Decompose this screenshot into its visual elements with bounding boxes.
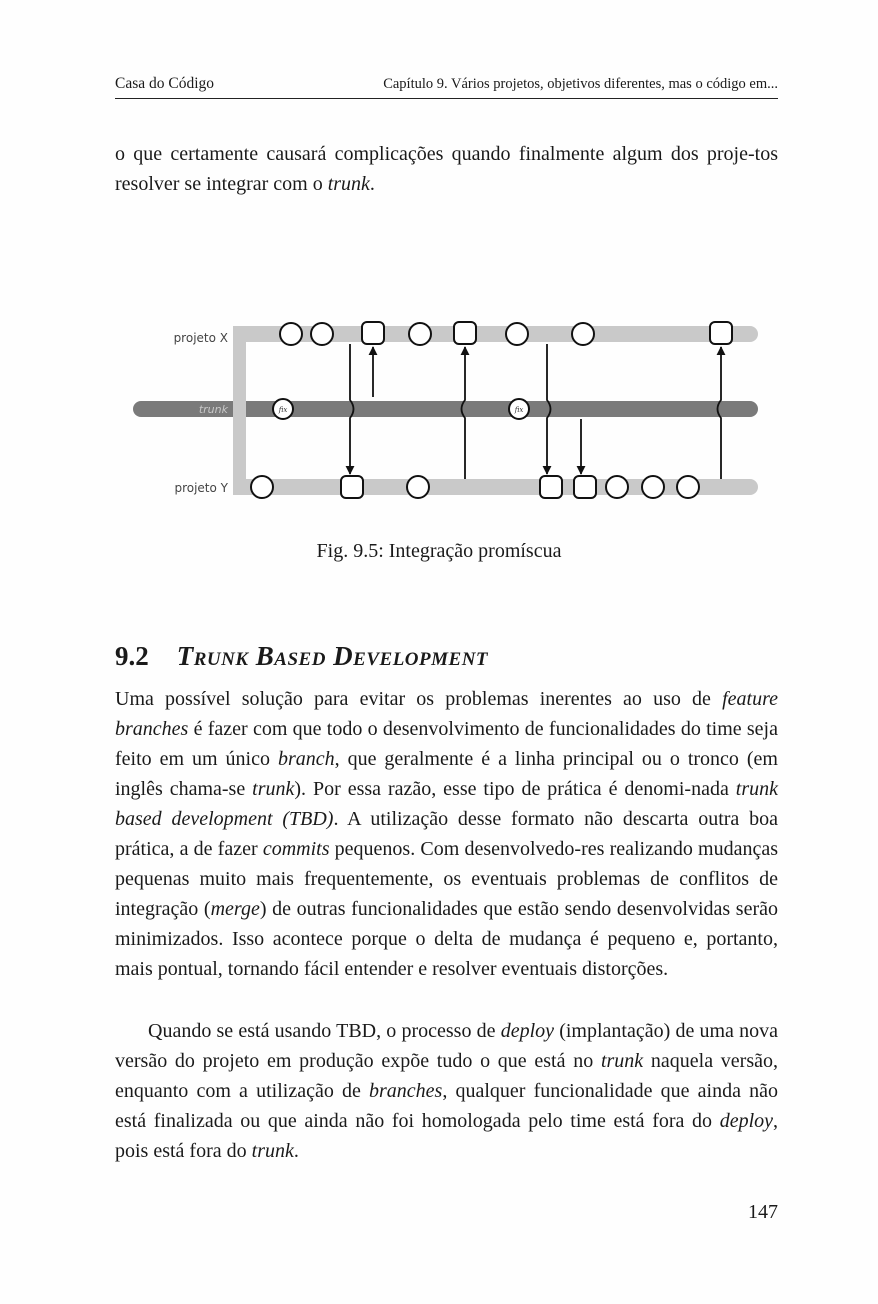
text-run: ) de outras funcionalidades que estão sendo desenvolvidas serão minimizados. Isso acontece porque o delta de mudança é pequeno e, portanto, mais pontual, tornando fácil entender e resolver eventuais distorções. bbox=[115, 898, 778, 980]
text-run: pequenos. Com desenvolvedo-res realizando mudanças pequenas muito mais frequentemente, os eventuais problemas de conflitos de integração ( bbox=[115, 838, 778, 920]
emphasis: deploy bbox=[719, 1110, 773, 1132]
merge-x-1 bbox=[362, 322, 384, 344]
emphasis: deploy bbox=[500, 1020, 555, 1042]
merge-y-2 bbox=[540, 476, 562, 498]
commit-y-1 bbox=[251, 476, 273, 498]
emphasis: feature branches bbox=[115, 688, 778, 740]
merge-x-3 bbox=[710, 322, 732, 344]
figure-caption: Fig. 9.5: Integração promíscua bbox=[316, 540, 562, 562]
label-trunk: trunk bbox=[198, 403, 228, 416]
commit-x-1 bbox=[280, 323, 302, 345]
page-number: 147 bbox=[748, 1201, 778, 1223]
label-projeto-y: projeto Y bbox=[174, 481, 228, 495]
text-run: ). Por essa razão, esse tipo de prática é denomi-nada bbox=[294, 778, 736, 800]
text-run: . bbox=[369, 173, 375, 195]
header-book-title: Casa do Código bbox=[115, 75, 215, 92]
emphasis: trunk based development (TBD) bbox=[115, 778, 778, 830]
commit-x-4 bbox=[506, 323, 528, 345]
text-run: . bbox=[293, 1140, 299, 1162]
commit-y-2 bbox=[407, 476, 429, 498]
emphasis: trunk bbox=[252, 778, 295, 800]
fix-label-1: fix bbox=[278, 406, 288, 414]
text-run: . A utilização desse formato não descarta outra boa prática, a de fazer bbox=[115, 808, 778, 860]
commit-x-2 bbox=[311, 323, 333, 345]
commit-y-4 bbox=[642, 476, 664, 498]
emphasis: trunk bbox=[600, 1050, 644, 1072]
commit-y-5 bbox=[677, 476, 699, 498]
header-chapter-title: Capítulo 9. Vários projetos, objetivos diferentes, mas o código em... bbox=[383, 76, 778, 92]
commit-x-5 bbox=[572, 323, 594, 345]
text-run: o que certamente causará complicações quando finalmente algum dos proje-tos resolver se integrar com o bbox=[115, 143, 778, 195]
emphasis: trunk bbox=[327, 173, 370, 195]
merge-y-3 bbox=[574, 476, 596, 498]
text-run: Uma possível solução para evitar os problemas inerentes ao uso de bbox=[115, 688, 723, 710]
text-run: (implantação) de uma nova versão do projeto em produção expõe tudo o que está no bbox=[115, 1020, 778, 1072]
emphasis: commits bbox=[262, 838, 330, 860]
merge-y-1 bbox=[341, 476, 363, 498]
emphasis: branch bbox=[277, 748, 335, 770]
text-run: , qualquer funcionalidade que ainda não está finalizada ou que ainda não foi homologada pelo time está fora do bbox=[115, 1080, 778, 1132]
body-paragraph-1 bbox=[115, 684, 778, 984]
body-paragraph-2 bbox=[115, 1016, 778, 1166]
merge-x-2 bbox=[454, 322, 476, 344]
commit-y-3 bbox=[606, 476, 628, 498]
label-projeto-x: projeto X bbox=[173, 331, 228, 345]
commit-x-3 bbox=[409, 323, 431, 345]
section-heading bbox=[115, 638, 488, 674]
emphasis: branches bbox=[369, 1080, 443, 1102]
integration-diagram bbox=[0, 0, 878, 540]
text-run: naquela versão, enquanto com a utilização de bbox=[115, 1050, 778, 1102]
branch-fork-connector bbox=[233, 326, 246, 495]
text-run: Quando se está usando TBD, o processo de bbox=[148, 1020, 501, 1042]
emphasis: merge bbox=[210, 898, 260, 920]
text-run: é fazer com que todo o desenvolvimento de funcionalidades do time seja feito em um único bbox=[115, 718, 778, 770]
text-run: , pois está fora do bbox=[115, 1110, 778, 1162]
text-run: , que geralmente é a linha principal ou o tronco (em inglês chama-se bbox=[115, 748, 778, 800]
section-title: Trunk Based Development bbox=[176, 641, 489, 671]
fix-label-2: fix bbox=[514, 406, 524, 414]
section-number: 9.2 bbox=[115, 641, 149, 671]
emphasis: trunk bbox=[251, 1140, 294, 1162]
